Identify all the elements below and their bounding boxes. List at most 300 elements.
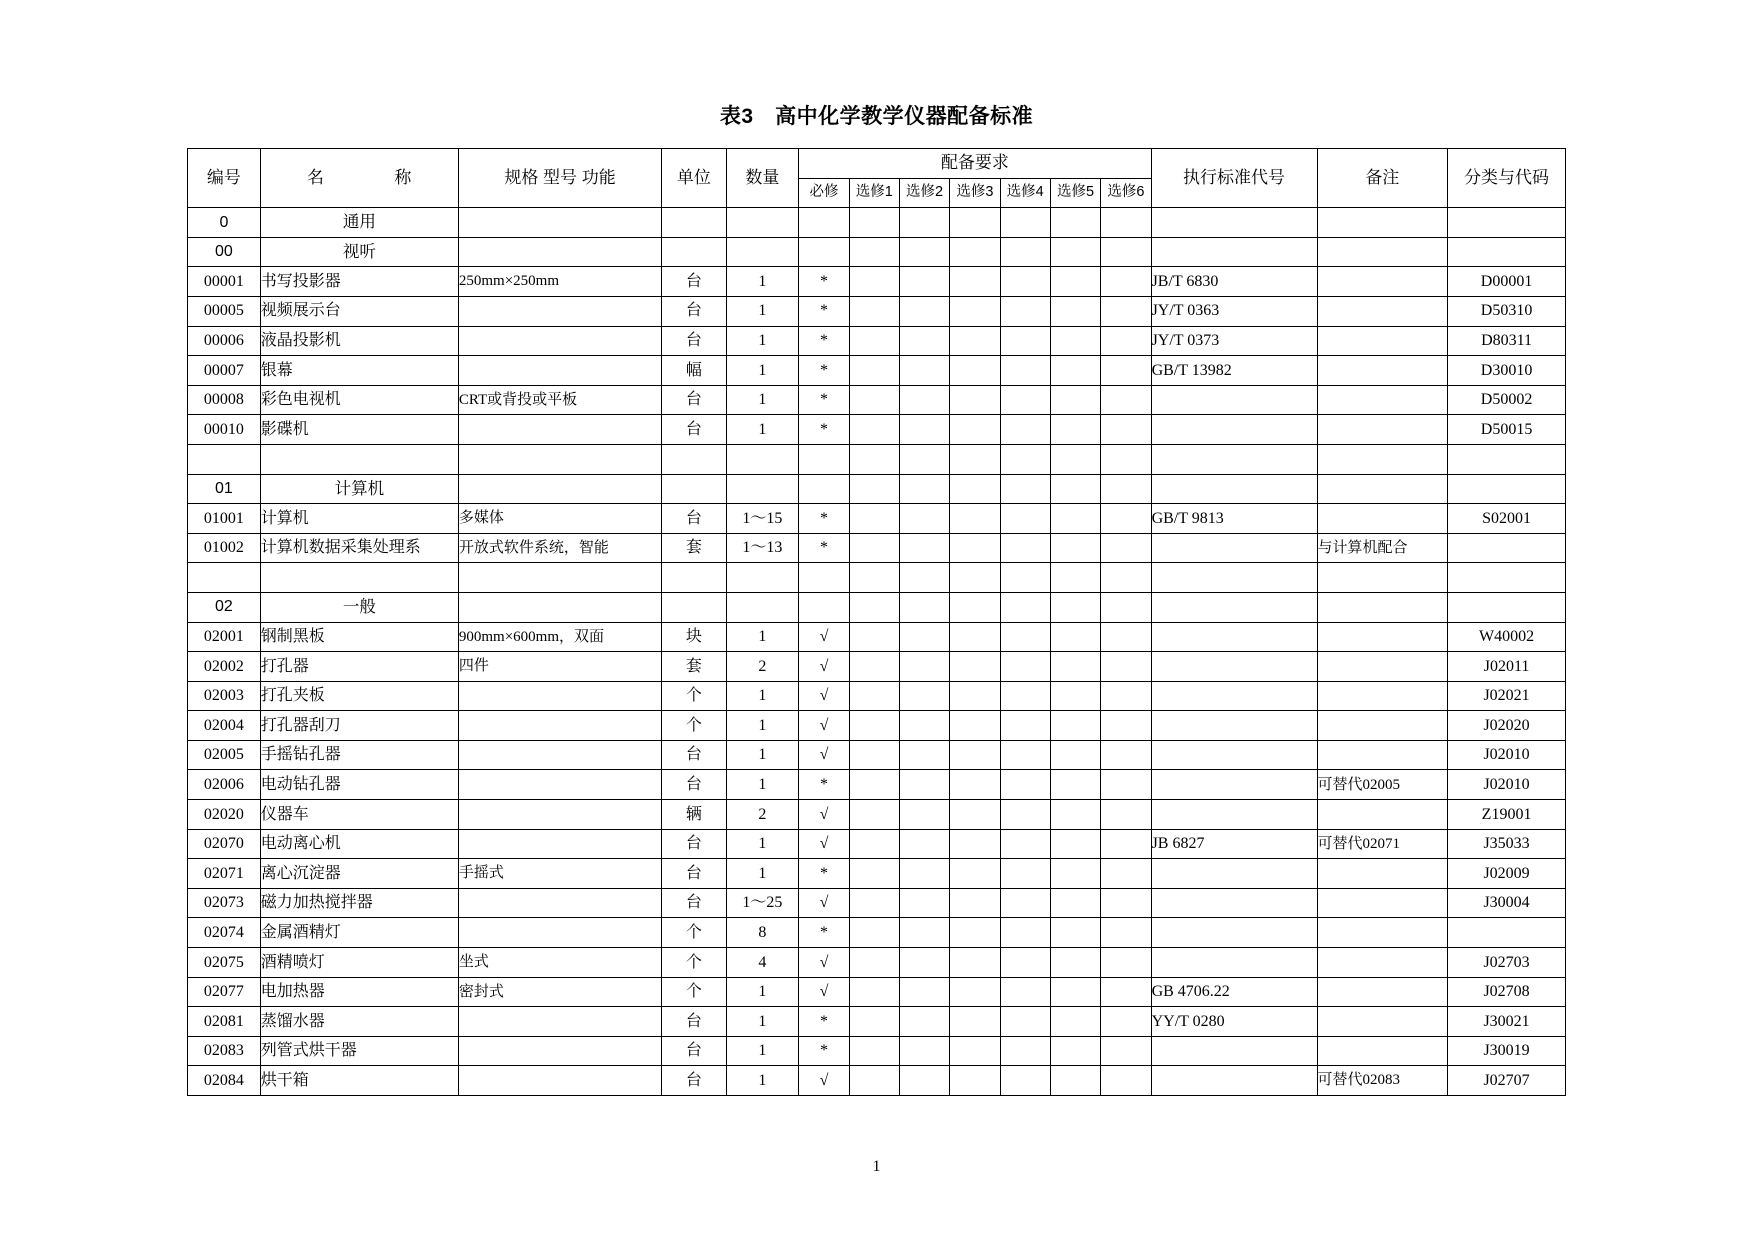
cell-quantity: 1 — [726, 415, 799, 445]
table-row — [188, 652, 1566, 682]
cell-req-required — [799, 237, 849, 267]
cell-req-elective3 — [950, 1036, 1000, 1066]
cell-req-elective5 — [1050, 237, 1100, 267]
cell-spec — [458, 1007, 661, 1037]
cell-spec — [458, 563, 661, 593]
cell-req-required: * — [799, 504, 849, 534]
cell-req-elective3 — [950, 444, 1000, 474]
cell-req-elective1 — [849, 563, 899, 593]
cell-standard-code: JB 6827 — [1151, 829, 1317, 859]
cell-quantity: 1 — [726, 326, 799, 356]
cell-req-elective4 — [1000, 681, 1050, 711]
cell-req-elective6 — [1101, 592, 1151, 622]
cell-standard-code — [1151, 740, 1317, 770]
cell-number: 02074 — [188, 918, 261, 948]
cell-classification: J30021 — [1448, 1007, 1566, 1037]
cell-req-elective1 — [849, 770, 899, 800]
cell-quantity — [726, 563, 799, 593]
cell-req-elective5 — [1050, 918, 1100, 948]
cell-req-elective3 — [950, 504, 1000, 534]
cell-name: 计算机 — [260, 474, 458, 504]
cell-req-elective2 — [899, 1036, 949, 1066]
cell-req-elective5 — [1050, 770, 1100, 800]
cell-req-elective5 — [1050, 800, 1100, 830]
cell-spec — [458, 474, 661, 504]
cell-quantity — [726, 444, 799, 474]
cell-req-elective5 — [1050, 622, 1100, 652]
cell-standard-code — [1151, 800, 1317, 830]
cell-req-elective5 — [1050, 356, 1100, 386]
cell-remark — [1317, 267, 1448, 297]
cell-req-elective5 — [1050, 859, 1100, 889]
cell-req-elective2 — [899, 859, 949, 889]
cell-name: 视频展示台 — [260, 296, 458, 326]
cell-quantity: 2 — [726, 652, 799, 682]
cell-req-required: * — [799, 918, 849, 948]
cell-name: 一般 — [260, 592, 458, 622]
cell-classification: J02010 — [1448, 740, 1566, 770]
cell-req-elective2 — [899, 237, 949, 267]
cell-name: 影碟机 — [260, 415, 458, 445]
cell-unit: 台 — [662, 829, 726, 859]
cell-req-elective2 — [899, 622, 949, 652]
cell-number: 00006 — [188, 326, 261, 356]
cell-number: 02070 — [188, 829, 261, 859]
cell-spec: 900mm×600mm，双面 — [458, 622, 661, 652]
cell-req-elective5 — [1050, 652, 1100, 682]
table-row — [188, 415, 1566, 445]
cell-quantity: 1 — [726, 1007, 799, 1037]
cell-number — [188, 563, 261, 593]
table-row — [188, 326, 1566, 356]
cell-name: 列管式烘干器 — [260, 1036, 458, 1066]
cell-classification: J02707 — [1448, 1066, 1566, 1096]
cell-req-elective3 — [950, 829, 1000, 859]
cell-classification: J30004 — [1448, 888, 1566, 918]
cell-req-elective3 — [950, 356, 1000, 386]
table-row — [188, 829, 1566, 859]
cell-quantity — [726, 237, 799, 267]
cell-unit: 台 — [662, 1036, 726, 1066]
cell-quantity: 1 — [726, 356, 799, 386]
cell-remark: 可替代02005 — [1317, 770, 1448, 800]
cell-quantity: 1 — [726, 622, 799, 652]
cell-standard-code: YY/T 0280 — [1151, 1007, 1317, 1037]
cell-req-elective5 — [1050, 504, 1100, 534]
cell-req-required: √ — [799, 740, 849, 770]
header-classification: 分类与代码 — [1448, 149, 1566, 208]
cell-name: 书写投影器 — [260, 267, 458, 297]
cell-req-elective1 — [849, 326, 899, 356]
cell-req-elective2 — [899, 385, 949, 415]
page-number: 1 — [872, 1158, 881, 1175]
cell-req-elective4 — [1000, 592, 1050, 622]
cell-name: 彩色电视机 — [260, 385, 458, 415]
cell-req-elective1 — [849, 356, 899, 386]
cell-req-elective4 — [1000, 504, 1050, 534]
equipment-table-container — [187, 148, 1566, 1096]
cell-req-required — [799, 208, 849, 238]
cell-remark: 可替代02071 — [1317, 829, 1448, 859]
cell-standard-code: JY/T 0373 — [1151, 326, 1317, 356]
table-group-row — [188, 474, 1566, 504]
cell-req-required: √ — [799, 652, 849, 682]
cell-spec — [458, 918, 661, 948]
cell-number: 02073 — [188, 888, 261, 918]
cell-quantity: 1 — [726, 711, 799, 741]
cell-req-elective5 — [1050, 1007, 1100, 1037]
cell-name: 磁力加热搅拌器 — [260, 888, 458, 918]
cell-remark — [1317, 681, 1448, 711]
cell-standard-code: GB/T 9813 — [1151, 504, 1317, 534]
cell-req-elective1 — [849, 888, 899, 918]
cell-req-elective3 — [950, 652, 1000, 682]
cell-classification: J02009 — [1448, 859, 1566, 889]
cell-req-elective1 — [849, 800, 899, 830]
cell-req-elective3 — [950, 326, 1000, 356]
cell-req-elective4 — [1000, 652, 1050, 682]
cell-req-elective2 — [899, 740, 949, 770]
cell-remark — [1317, 385, 1448, 415]
cell-req-required: √ — [799, 622, 849, 652]
cell-req-elective1 — [849, 829, 899, 859]
cell-number: 01 — [188, 474, 261, 504]
cell-name: 仪器车 — [260, 800, 458, 830]
cell-req-elective3 — [950, 592, 1000, 622]
cell-req-elective6 — [1101, 918, 1151, 948]
cell-req-required: √ — [799, 681, 849, 711]
cell-req-elective4 — [1000, 208, 1050, 238]
cell-standard-code — [1151, 888, 1317, 918]
cell-req-elective4 — [1000, 770, 1050, 800]
cell-name: 通用 — [260, 208, 458, 238]
cell-req-elective3 — [950, 563, 1000, 593]
cell-req-elective4 — [1000, 948, 1050, 978]
cell-name — [260, 563, 458, 593]
cell-spec: 多媒体 — [458, 504, 661, 534]
cell-req-elective3 — [950, 800, 1000, 830]
cell-req-elective1 — [849, 948, 899, 978]
cell-req-elective5 — [1050, 888, 1100, 918]
cell-remark — [1317, 1036, 1448, 1066]
cell-spec — [458, 740, 661, 770]
cell-quantity: 1 — [726, 1066, 799, 1096]
cell-req-elective2 — [899, 829, 949, 859]
cell-remark — [1317, 444, 1448, 474]
cell-req-elective6 — [1101, 504, 1151, 534]
table-spacer-row — [188, 563, 1566, 593]
table-row — [188, 385, 1566, 415]
cell-number: 00007 — [188, 356, 261, 386]
cell-remark — [1317, 592, 1448, 622]
cell-unit: 台 — [662, 859, 726, 889]
cell-req-elective2 — [899, 681, 949, 711]
cell-spec — [458, 770, 661, 800]
cell-req-elective2 — [899, 652, 949, 682]
table-row — [188, 918, 1566, 948]
cell-unit: 台 — [662, 385, 726, 415]
cell-req-elective1 — [849, 918, 899, 948]
cell-req-elective6 — [1101, 740, 1151, 770]
cell-req-elective1 — [849, 681, 899, 711]
cell-req-elective3 — [950, 859, 1000, 889]
cell-req-elective6 — [1101, 563, 1151, 593]
header-spec: 规格 型号 功能 — [458, 149, 661, 208]
cell-unit: 个 — [662, 681, 726, 711]
cell-req-elective4 — [1000, 356, 1050, 386]
cell-req-elective6 — [1101, 622, 1151, 652]
cell-number: 02084 — [188, 1066, 261, 1096]
header-req-elective1: 选修1 — [849, 178, 899, 208]
cell-req-elective5 — [1050, 563, 1100, 593]
cell-req-elective3 — [950, 474, 1000, 504]
cell-req-elective1 — [849, 711, 899, 741]
cell-req-elective6 — [1101, 326, 1151, 356]
cell-number: 02083 — [188, 1036, 261, 1066]
cell-req-required — [799, 444, 849, 474]
cell-name: 离心沉淀器 — [260, 859, 458, 889]
header-req-elective3: 选修3 — [950, 178, 1000, 208]
table-row — [188, 888, 1566, 918]
cell-remark: 可替代02083 — [1317, 1066, 1448, 1096]
cell-req-elective3 — [950, 770, 1000, 800]
cell-req-elective2 — [899, 1066, 949, 1096]
cell-standard-code — [1151, 563, 1317, 593]
cell-name: 钢制黑板 — [260, 622, 458, 652]
header-requirement-group: 配备要求 — [799, 149, 1151, 179]
cell-req-elective4 — [1000, 444, 1050, 474]
cell-number: 01001 — [188, 504, 261, 534]
cell-classification: D50002 — [1448, 385, 1566, 415]
page-title: 表3 高中化学教学仪器配备标准 — [719, 105, 1034, 128]
table-row — [188, 267, 1566, 297]
cell-number: 02006 — [188, 770, 261, 800]
cell-standard-code — [1151, 1036, 1317, 1066]
cell-spec — [458, 356, 661, 386]
table-row — [188, 681, 1566, 711]
cell-classification — [1448, 918, 1566, 948]
cell-req-required: √ — [799, 800, 849, 830]
cell-number: 01002 — [188, 533, 261, 563]
cell-name — [260, 444, 458, 474]
table-row — [188, 859, 1566, 889]
cell-req-elective3 — [950, 296, 1000, 326]
cell-quantity: 1 — [726, 681, 799, 711]
cell-req-elective6 — [1101, 977, 1151, 1007]
cell-req-elective3 — [950, 622, 1000, 652]
cell-number: 02005 — [188, 740, 261, 770]
cell-unit — [662, 474, 726, 504]
cell-classification: J02011 — [1448, 652, 1566, 682]
cell-req-elective1 — [849, 652, 899, 682]
cell-name: 手摇钻孔器 — [260, 740, 458, 770]
cell-req-elective1 — [849, 592, 899, 622]
cell-quantity: 1～15 — [726, 504, 799, 534]
cell-unit — [662, 592, 726, 622]
cell-standard-code — [1151, 859, 1317, 889]
cell-standard-code — [1151, 652, 1317, 682]
cell-req-elective2 — [899, 1007, 949, 1037]
cell-req-elective2 — [899, 918, 949, 948]
cell-standard-code — [1151, 1066, 1317, 1096]
table-body — [188, 208, 1566, 1096]
cell-number: 00001 — [188, 267, 261, 297]
cell-remark — [1317, 622, 1448, 652]
cell-req-elective1 — [849, 385, 899, 415]
cell-req-elective1 — [849, 1036, 899, 1066]
cell-number: 02003 — [188, 681, 261, 711]
cell-classification: J35033 — [1448, 829, 1566, 859]
cell-req-elective6 — [1101, 415, 1151, 445]
cell-quantity — [726, 208, 799, 238]
cell-req-elective6 — [1101, 385, 1151, 415]
cell-req-elective5 — [1050, 208, 1100, 238]
cell-req-elective2 — [899, 296, 949, 326]
cell-req-elective3 — [950, 267, 1000, 297]
table-row — [188, 740, 1566, 770]
cell-spec — [458, 208, 661, 238]
cell-unit: 个 — [662, 977, 726, 1007]
cell-req-elective6 — [1101, 474, 1151, 504]
cell-req-elective5 — [1050, 385, 1100, 415]
cell-standard-code — [1151, 592, 1317, 622]
cell-unit: 块 — [662, 622, 726, 652]
cell-standard-code — [1151, 474, 1317, 504]
cell-remark — [1317, 859, 1448, 889]
cell-name: 酒精喷灯 — [260, 948, 458, 978]
cell-req-elective4 — [1000, 740, 1050, 770]
cell-req-elective3 — [950, 1066, 1000, 1096]
cell-req-elective1 — [849, 267, 899, 297]
cell-remark — [1317, 563, 1448, 593]
cell-req-elective2 — [899, 977, 949, 1007]
cell-standard-code — [1151, 237, 1317, 267]
cell-quantity: 1 — [726, 829, 799, 859]
cell-number: 02075 — [188, 948, 261, 978]
cell-req-required: * — [799, 267, 849, 297]
table-row — [188, 977, 1566, 1007]
cell-name: 电动离心机 — [260, 829, 458, 859]
cell-req-elective2 — [899, 415, 949, 445]
cell-req-elective4 — [1000, 800, 1050, 830]
cell-unit: 台 — [662, 770, 726, 800]
cell-standard-code: JY/T 0363 — [1151, 296, 1317, 326]
cell-spec: 坐式 — [458, 948, 661, 978]
cell-spec: 四件 — [458, 652, 661, 682]
cell-req-elective3 — [950, 1007, 1000, 1037]
cell-req-elective4 — [1000, 326, 1050, 356]
cell-unit — [662, 208, 726, 238]
cell-spec — [458, 888, 661, 918]
cell-req-elective1 — [849, 444, 899, 474]
cell-quantity: 8 — [726, 918, 799, 948]
cell-req-elective4 — [1000, 533, 1050, 563]
cell-req-elective2 — [899, 474, 949, 504]
cell-name: 计算机数据采集处理系 — [260, 533, 458, 563]
cell-req-elective2 — [899, 711, 949, 741]
cell-req-required: * — [799, 1036, 849, 1066]
cell-req-elective2 — [899, 800, 949, 830]
cell-req-required: √ — [799, 1066, 849, 1096]
table-row — [188, 770, 1566, 800]
cell-req-elective1 — [849, 859, 899, 889]
cell-req-elective4 — [1000, 829, 1050, 859]
cell-spec — [458, 237, 661, 267]
cell-req-required: * — [799, 533, 849, 563]
cell-number: 00008 — [188, 385, 261, 415]
cell-req-required: * — [799, 326, 849, 356]
cell-req-elective4 — [1000, 1007, 1050, 1037]
table-row — [188, 800, 1566, 830]
cell-number: 00010 — [188, 415, 261, 445]
table-row — [188, 1036, 1566, 1066]
cell-quantity: 1 — [726, 977, 799, 1007]
cell-req-elective4 — [1000, 296, 1050, 326]
cell-req-elective4 — [1000, 237, 1050, 267]
cell-classification: D00001 — [1448, 267, 1566, 297]
cell-req-elective6 — [1101, 356, 1151, 386]
cell-req-elective3 — [950, 208, 1000, 238]
table-row — [188, 948, 1566, 978]
table-row — [188, 622, 1566, 652]
cell-req-elective6 — [1101, 208, 1151, 238]
cell-req-elective3 — [950, 711, 1000, 741]
cell-spec — [458, 681, 661, 711]
header-req-elective5: 选修5 — [1050, 178, 1100, 208]
cell-req-elective5 — [1050, 681, 1100, 711]
table-row — [188, 1066, 1566, 1096]
cell-req-elective3 — [950, 977, 1000, 1007]
cell-standard-code — [1151, 770, 1317, 800]
cell-standard-code — [1151, 444, 1317, 474]
cell-unit: 幅 — [662, 356, 726, 386]
cell-classification: J02020 — [1448, 711, 1566, 741]
header-unit: 单位 — [662, 149, 726, 208]
cell-req-elective5 — [1050, 592, 1100, 622]
cell-req-elective4 — [1000, 415, 1050, 445]
cell-req-elective6 — [1101, 711, 1151, 741]
cell-req-elective6 — [1101, 888, 1151, 918]
cell-unit: 台 — [662, 740, 726, 770]
cell-req-elective3 — [950, 415, 1000, 445]
cell-req-elective4 — [1000, 859, 1050, 889]
cell-remark — [1317, 326, 1448, 356]
cell-name: 视听 — [260, 237, 458, 267]
cell-number: 02002 — [188, 652, 261, 682]
cell-spec: 手摇式 — [458, 859, 661, 889]
cell-name: 打孔夹板 — [260, 681, 458, 711]
cell-req-elective6 — [1101, 1007, 1151, 1037]
table-group-row — [188, 237, 1566, 267]
cell-quantity: 1 — [726, 859, 799, 889]
cell-req-elective3 — [950, 681, 1000, 711]
cell-req-elective6 — [1101, 829, 1151, 859]
cell-req-elective3 — [950, 385, 1000, 415]
cell-req-elective6 — [1101, 444, 1151, 474]
cell-req-elective3 — [950, 740, 1000, 770]
cell-req-elective6 — [1101, 681, 1151, 711]
cell-req-elective2 — [899, 267, 949, 297]
cell-req-elective4 — [1000, 1066, 1050, 1096]
cell-req-elective6 — [1101, 296, 1151, 326]
cell-quantity: 1 — [726, 1036, 799, 1066]
cell-req-elective5 — [1050, 326, 1100, 356]
header-row-main — [188, 149, 1566, 179]
cell-unit: 台 — [662, 888, 726, 918]
cell-quantity: 1 — [726, 740, 799, 770]
cell-req-elective5 — [1050, 444, 1100, 474]
cell-unit: 台 — [662, 504, 726, 534]
